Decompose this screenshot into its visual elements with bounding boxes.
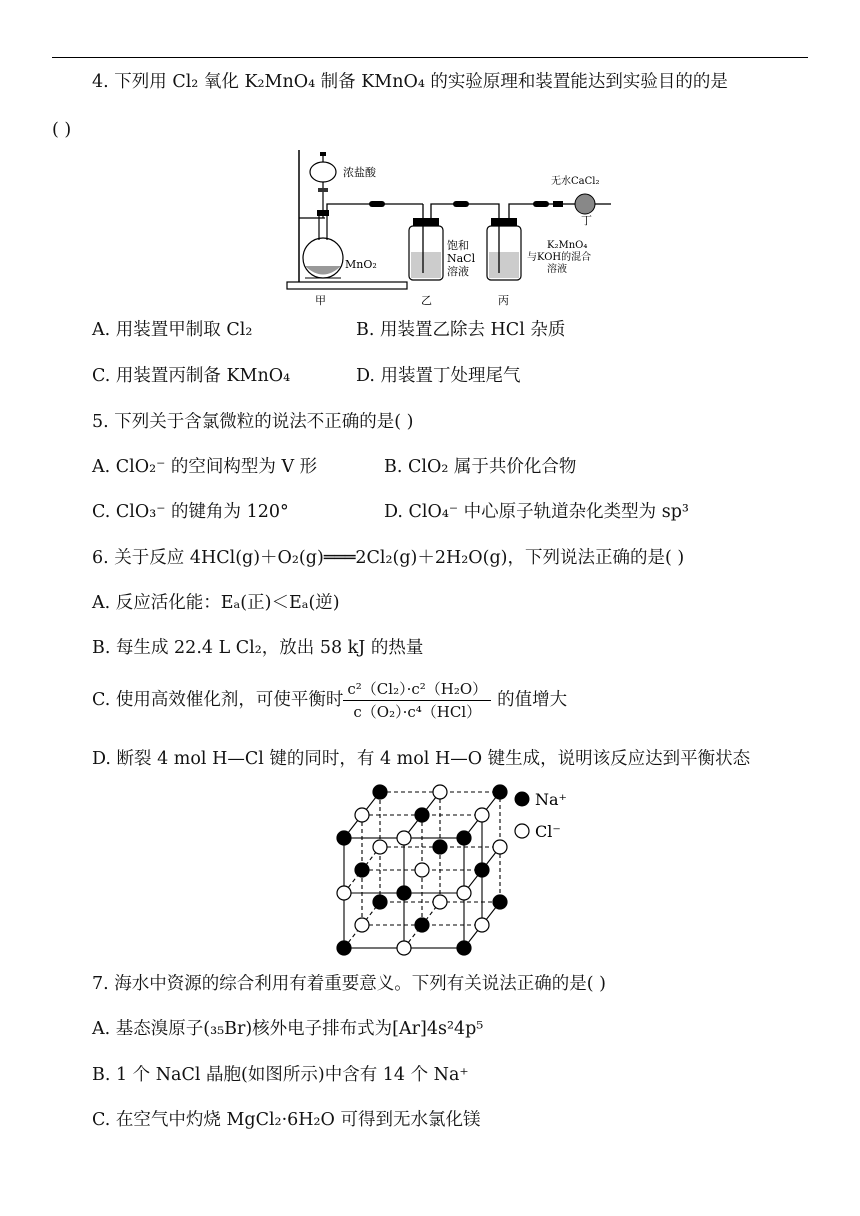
- q7-stem: 7. 海水中资源的综合利用有着重要意义。下列有关说法正确的是( ): [92, 974, 606, 994]
- q7-option-c: C. 在空气中灼烧 MgCl₂·6H₂O 可得到无水氯化镁: [92, 1110, 481, 1130]
- q4-option-a: A. 用装置甲制取 Cl₂: [92, 320, 253, 340]
- label-nacl-2: NaCl: [447, 252, 476, 265]
- label-nacl-1: 饱和: [447, 239, 469, 252]
- legend-na-label: Na⁺: [535, 790, 567, 809]
- q5-option-d: D. ClO₄⁻ 中心原子轨道杂化类型为 sp³: [384, 502, 689, 522]
- label-k2mno4-2: 与KOH的混合: [527, 252, 592, 263]
- apparatus-figure: [285, 148, 615, 308]
- legend-na-marker: [515, 792, 529, 806]
- label-yi: 乙: [421, 294, 432, 307]
- q5-option-c: C. ClO₃⁻ 的键角为 120°: [92, 502, 289, 522]
- q6-option-c: [92, 676, 567, 724]
- q4-option-c: C. 用装置丙制备 KMnO₄: [92, 366, 291, 386]
- q5-option-b: B. ClO₂ 属于共价化合物: [384, 457, 577, 477]
- fraction-numerator: c²（Cl₂）·c²（H₂O）: [343, 680, 491, 701]
- q4-option-d: D. 用装置丁处理尾气: [356, 366, 521, 386]
- label-cacl2: 无水CaCl₂: [551, 176, 600, 187]
- equilibrium-quotient-fraction: [343, 680, 491, 721]
- q7-option-b: B. 1 个 NaCl 晶胞(如图所示)中含有 14 个 Na⁺: [92, 1065, 469, 1085]
- fraction-denominator: c（O₂）·c⁴（HCl）: [353, 703, 482, 721]
- q4-stem: 4. 下列用 Cl₂ 氧化 K₂MnO₄ 制备 KMnO₄ 的实验原理和装置能达到实验目的的是: [92, 72, 728, 92]
- label-mno2: MnO₂: [345, 258, 377, 271]
- q6-stem: 6. 关于反应 4HCl(g)＋O₂(g)═══2Cl₂(g)＋2H₂O(g)，下列说法正确的是( ): [92, 548, 685, 568]
- q6-option-b: B. 每生成 22.4 L Cl₂，放出 58 kJ 的热量: [92, 638, 424, 658]
- label-acid: 浓盐酸: [343, 166, 376, 179]
- label-bing: 丙: [498, 294, 509, 307]
- label-nacl-3: 溶液: [447, 265, 469, 278]
- nacl-unit-cell-figure: [330, 780, 580, 960]
- q7-option-a: A. 基态溴原子(₃₅Br)核外电子排布式为[Ar]4s²4p⁵: [92, 1019, 484, 1039]
- top-rule: [52, 57, 808, 58]
- q5-option-a: A. ClO₂⁻ 的空间构型为 V 形: [92, 457, 318, 477]
- q4-answer-paren: ( ): [52, 120, 72, 140]
- label-ding: 丁: [581, 214, 592, 227]
- q6-option-a: A. 反应活化能：Eₐ(正)＜Eₐ(逆): [92, 593, 340, 613]
- label-k2mno4-1: K₂MnO₄: [547, 240, 588, 251]
- label-k2mno4-3: 溶液: [547, 264, 567, 275]
- legend-cl-label: Cl⁻: [535, 822, 561, 841]
- q5-stem: 5. 下列关于含氯微粒的说法不正确的是( ): [92, 412, 414, 432]
- q4-option-b: B. 用装置乙除去 HCl 杂质: [356, 320, 566, 340]
- q6-option-c-prefix: C. 使用高效催化剂，可使平衡时: [92, 690, 344, 710]
- legend-cl-marker: [515, 824, 529, 838]
- q6-option-c-suffix: 的值增大: [497, 690, 568, 710]
- label-jia: 甲: [315, 294, 326, 307]
- q6-option-d: D. 断裂 4 mol H—Cl 键的同时，有 4 mol H—O 键生成，说明该反应达到平衡状态: [92, 749, 751, 769]
